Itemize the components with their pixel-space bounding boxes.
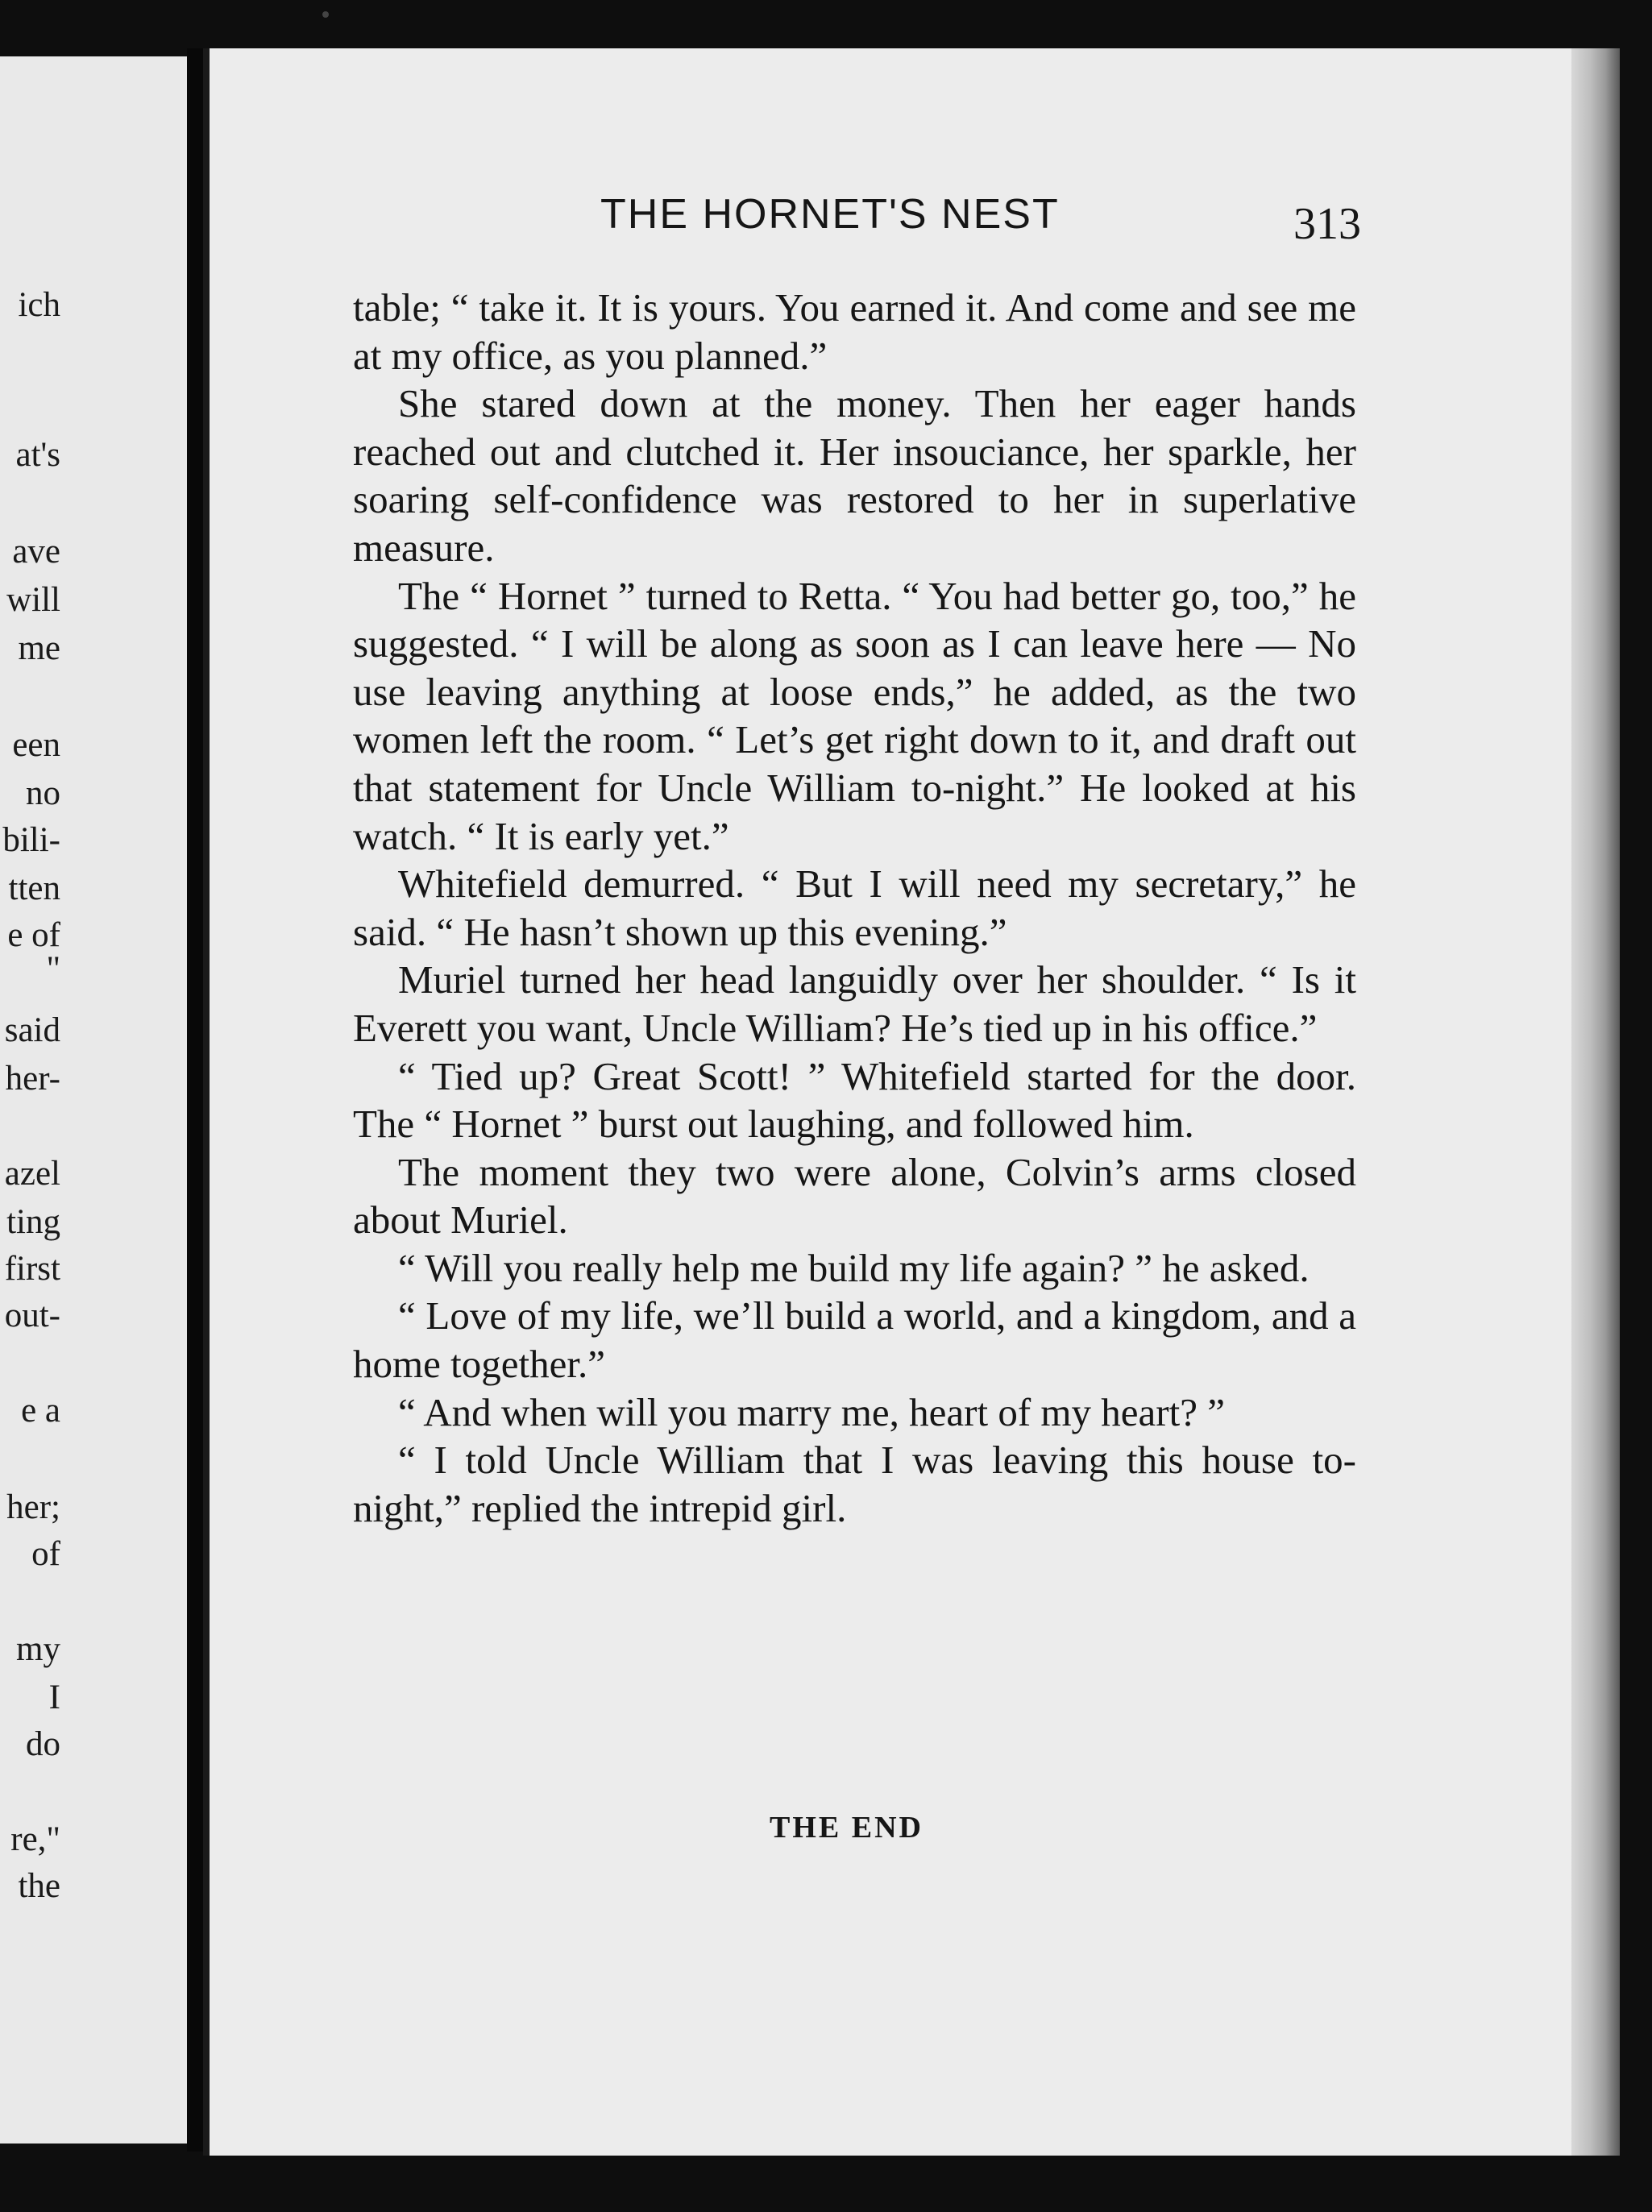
left-fragment: my [16, 1630, 60, 1668]
paragraph: Muriel turned her head languidly over her shoulder. “ Is it Everett you want, Uncle William? He’s tied up in his office.” [353, 957, 1356, 1050]
left-fragment: out- [4, 1297, 60, 1334]
left-fragment: e of [7, 916, 60, 954]
book-gutter [187, 48, 203, 2152]
left-fragment: ave [12, 533, 60, 571]
paragraph: table; “ take it. It is yours. You earned it. And come and see me at my office, as you planned.” [353, 285, 1356, 378]
left-fragment: her- [5, 1060, 60, 1098]
page-edge [1571, 48, 1620, 2156]
left-fragment: her; [6, 1488, 60, 1526]
paragraph: “ Will you really help me build my life again? ” he asked. [398, 1245, 1310, 1290]
left-fragment: azel [4, 1155, 60, 1193]
left-fragment: the [18, 1867, 60, 1905]
paragraph: “ And when will you marry me, heart of my heart? ” [398, 1389, 1225, 1434]
left-fragment: bili- [2, 821, 60, 859]
paragraph: Whitefield demurred. “ But I will need my secretary,” he said. “ He hasn’t shown up this evening.” [353, 861, 1356, 954]
left-fragment: of [31, 1535, 60, 1573]
paragraph: “ Tied up? Great Scott! ” Whitefield started for the door. The “ Hornet ” burst out laughing, and followed him. [353, 1053, 1356, 1147]
left-fragment: een [12, 726, 60, 764]
left-fragment: " [46, 950, 60, 988]
paragraph: She stared down at the money. Then her eager hands reached out and clutched it. Her insouciance, her sparkle, her soaring self-confidence was restored to her in superlative measure. [353, 381, 1356, 570]
left-fragment: ting [6, 1203, 60, 1241]
left-fragment: first [4, 1250, 60, 1288]
page-number: 313 [1293, 199, 1361, 249]
left-fragment: tten [8, 869, 60, 907]
paragraph: “ I told Uncle William that I was leaving this house to-night,” replied the intrepid girl. [353, 1438, 1356, 1530]
left-fragment: will [6, 581, 60, 619]
left-fragment: I [48, 1679, 60, 1716]
paragraph: “ Love of my life, we’ll build a world, and a kingdom, and a home together.” [353, 1293, 1356, 1387]
end-mark: THE END [770, 1811, 924, 1845]
left-fragment: no [26, 774, 60, 812]
left-fragment: re," [10, 1820, 60, 1858]
scan-speck [322, 11, 329, 18]
left-fragment: do [26, 1725, 60, 1763]
left-fragment: e a [21, 1392, 60, 1430]
left-fragment: ich [18, 286, 60, 324]
left-facing-page [0, 56, 187, 2144]
left-fragment: said [4, 1011, 60, 1049]
left-fragment: at's [15, 436, 60, 474]
left-fragment: me [18, 629, 60, 667]
body-text [353, 284, 1356, 1532]
paragraph: The moment they two were alone, Colvin’s arms closed about Muriel. [353, 1149, 1356, 1243]
running-head: THE HORNET'S NEST [600, 191, 1060, 238]
paragraph: The “ Hornet ” turned to Retta. “ You had better go, too,” he suggested. “ I will be along as soon as I can leave here — No use leaving anything at loose ends,” he added, as the two women left the room. “ Let’s get right down to it, and draft out that statement for Uncle William to-night.” He looked at his watch. “ It is early yet.” [353, 573, 1356, 858]
